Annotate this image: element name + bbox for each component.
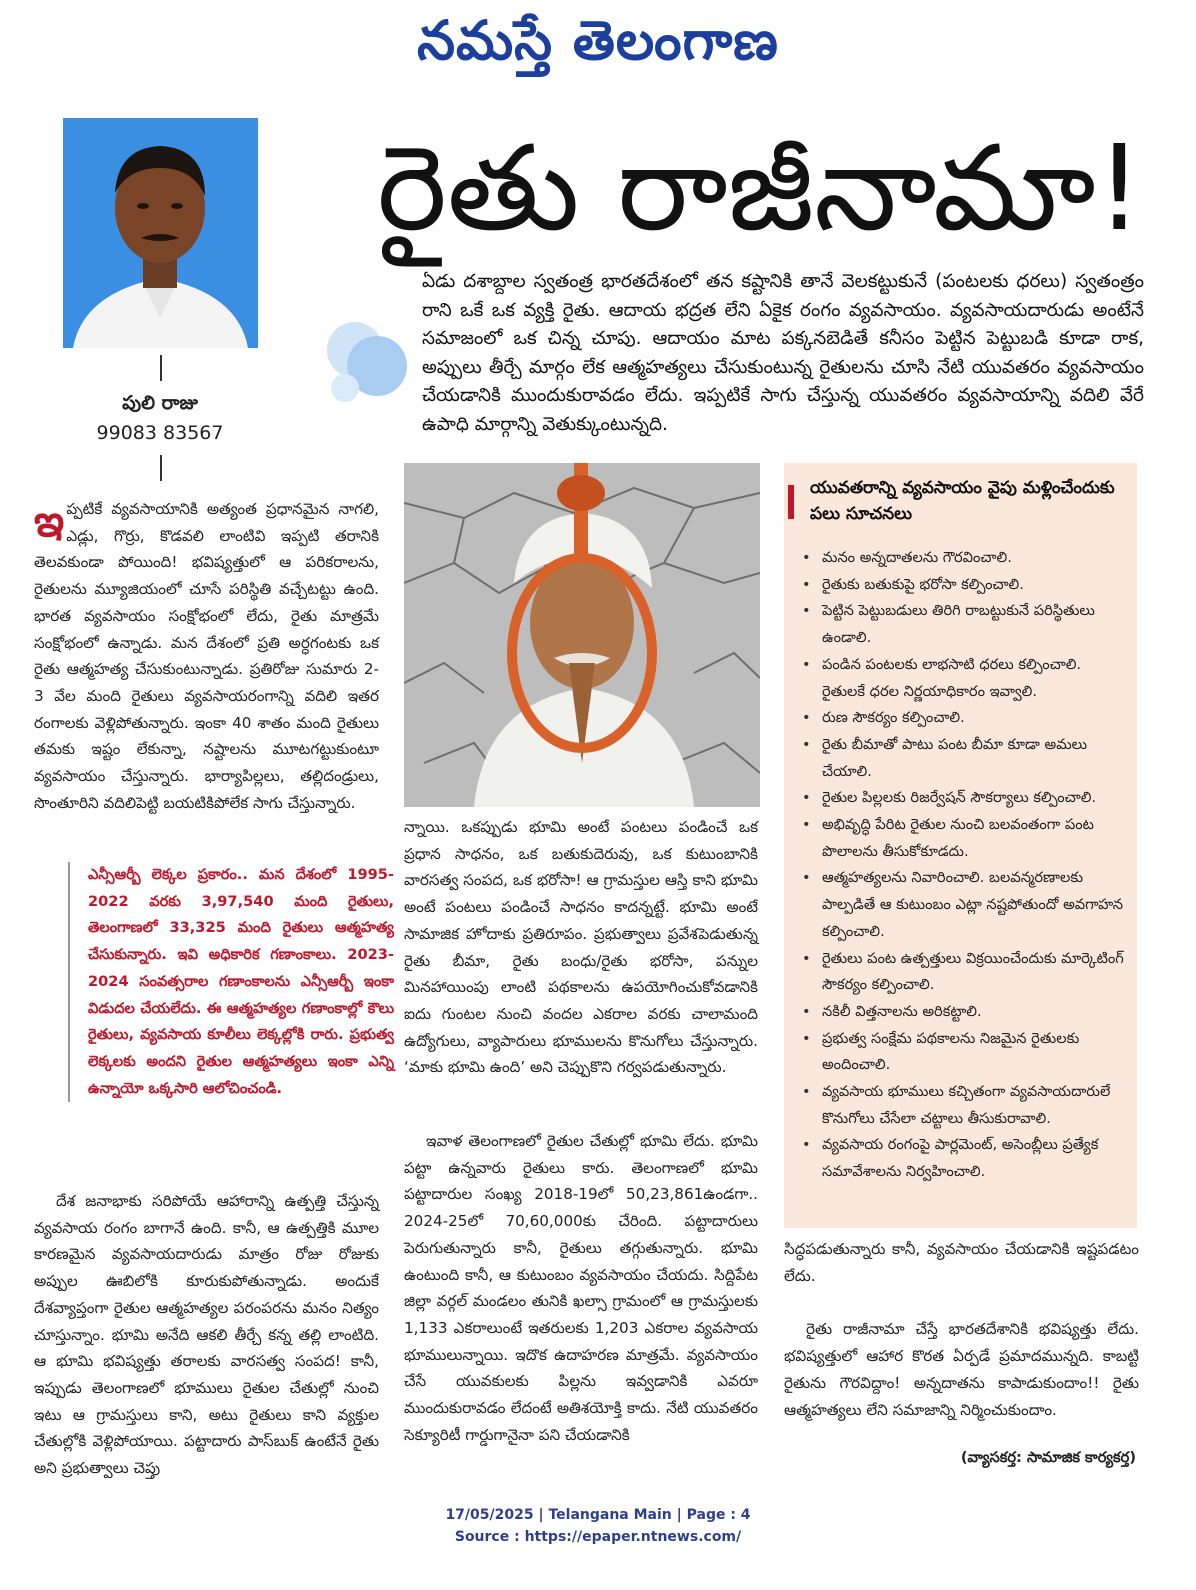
byline: (వ్యాసకర్త: సామాజిక కార్యకర్త) <box>960 1449 1136 1466</box>
list-item: • పండిన పంటలకు లాభసాటి ధరలు కల్పించాలి. రైతులకే ధరల నిర్ణయాధికారం ఇవ్వాలి. <box>798 652 1128 705</box>
paragraph-text: ఇవాళ తెలంగాణలో రైతుల చేతుల్లో భూమి లేదు. భూమి పట్టా ఉన్నవారు రైతులు కారు. తెలంగాణలో భూమి పట్టాదారుల సంఖ్య 2018-19లో 50,23,861ఉండగా.. 2024-25లో 70,60,000కు చేరింది. పట్టాదారులు పెరుగుతున్నారు కానీ, రైతులు తగ్గుతున్నారు. భూమి ఉంటుంది కానీ, ఆ కుటుంబం వ్యవసాయం చేయదు. సిద్దిపేట జిల్లా వర్గల్ మండలం తునికి ఖల్సా గ్రామంలో ఆ గ్రామస్తులకు 1,133 ఎకరాలుంటే ఇతరులకు 1,203 ఎకరాల వ్యవసాయ భూములున్నాయి. ఇదొక ఉదాహరణ మాత్రమే. వ్యవసాయం చేసే యువకులకు పిల్లను ఇవ్వడానికి ఎవరూ ముందుకురావడం లేదంటే అతిశయోక్తి కాదు. నేటి యువతరం సెక్యూరిటీ గార్డుగానైనా పని చేయడానికి <box>404 1132 758 1444</box>
column-one-paragraph-one <box>34 496 379 816</box>
decorative-bubbles-icon <box>315 310 425 420</box>
statistics-highlight: ఎన్సీఆర్బీ లెక్కల ప్రకారం.. మన దేశంలో 1995-2022 వరకు 3,97,540 మంది రైతులు, తెలంగాణలో 33,325 మంది రైతులు ఆత్మహత్య చేసుకున్నారు. ఇవి అధికారిక గణాంకాలు. 2023-2024 సంవత్సరాల గణాంకాలను ఎన్సీఆర్బీ ఇంకా విడుదల చేయలేదు. ఈ ఆత్మహత్యల గణాంకాల్లో కౌలు రైతులు, వ్యవసాయ కూలీలు లెక్కల్లోకి రారు. ప్రభుత్వ లెక్కలకు అందని రైతుల ఆత్మహత్యలు ఇంకా ఎన్ని ఉన్నాయో ఒక్కసారి ఆలోచించండి. <box>68 862 394 1102</box>
list-item: • ప్రభుత్వ సంక్షేమ పథకాలను నిజమైన రైతులకు అందించాలి. <box>798 1026 1128 1079</box>
list-item: • రుణ సౌకర్యం కల్పించాలి. <box>798 705 1128 732</box>
suggestions-list <box>798 545 1128 1186</box>
column-two-paragraph-one <box>404 814 758 1081</box>
author-name: పులి రాజు <box>122 392 198 414</box>
divider <box>160 455 162 481</box>
paragraph-text: దేశ జనాభాకు సరిపోయే ఆహారాన్ని ఉత్పత్తి చేస్తున్న వ్యవసాయ రంగం బాగానే ఉంది. కానీ, ఆ ఉత్పత్తికి మూల కారణమైన వ్యవసాయదారుడు మాత్రం రోజు రోజుకు అప్పుల ఊబిలోకి కూరుకుపోతున్నాడు. అందుకే దేశవ్యాప్తంగా రైతుల ఆత్మహత్యల పరంపరను మనం నిత్యం చూస్తున్నాం. భూమి అనేది ఆకలి తీర్చే కన్న తల్లి లాంటిది. ఆ భూమి భవిష్యత్తు తరాలకు వారసత్వ సంపద! కానీ, ఇప్పుడు తెలంగాణలో భూములు రైతుల చేతుల్లో నుంచి ఇటు ఆ గ్రామస్తులు కాని, అటు రైతులు కాని వ్యక్తుల చేతుల్లోకి వెళ్లిపోయాయి. పట్టాదారు పాస్‌బుక్ ఉంటేనే రైతు అని ప్రభుత్వాలు చెప్తు <box>34 1192 379 1478</box>
paragraph-text: సిద్ధపడుతున్నారు కానీ, వ్యవసాయం చేయడానికి ఇష్టపడటం లేదు. <box>784 1240 1139 1285</box>
list-item: • అభివృద్ధి పేరిట రైతుల నుంచి బలవంతంగా పంట పొలాలను తీసుకోకూడదు. <box>798 812 1128 865</box>
masthead-logo: నమస్తే తెలంగాణ <box>417 8 779 72</box>
paragraph-text: రైతు రాజీనామా చేస్తే భారతదేశానికి భవిష్యత్తు లేదు. భవిష్యత్తులో ఆహార కొరత ఏర్పడే ప్రమాదమున్నది. కాబట్టి రైతును గౌరవిద్దాం! అన్నదాతను కాపాడుకుందాం!! రైతు ఆత్మహత్యలు లేని సమాజాన్ని నిర్మించుకుందాం. <box>784 1320 1139 1419</box>
drop-cap: ఇ <box>34 496 65 547</box>
list-item: • వ్యవసాయ రంగంపై పార్లమెంట్, అసెంబ్లీలు ప్రత్యేక సమావేశాలను నిర్వహించాలి. <box>798 1132 1128 1185</box>
headline: రైతు రాజీనామా! <box>377 119 1143 257</box>
column-three <box>784 1236 1139 1423</box>
author-phone: 99083 83567 <box>96 422 224 444</box>
list-item: • నకిలీ విత్తనాలను అరికట్టాలి. <box>798 999 1128 1026</box>
footer-source-link[interactable]: Source : https://epaper.ntnews.com/ <box>454 1529 742 1545</box>
divider <box>160 355 162 381</box>
author-photo <box>63 118 258 348</box>
footer-date-page: 17/05/2025 | Telangana Main | Page : 4 <box>445 1507 751 1523</box>
intro-paragraph: ఏడు దశాబ్దాల స్వతంత్ర భారతదేశంలో తన కష్టానికి తానే వెలకట్టుకునే (పంటలకు ధరలు) స్వతంత్రం రాని ఒకే ఒక వ్యక్తి రైతు. ఆదాయ భద్రత లేని ఏకైక రంగం వ్యవసాయం. వ్యవసాయదారుడు అంటేనే సమాజంలో ఒక చిన్న చూపు. ఆదాయం మాట పక్కనబెడితే కనీసం పెట్టిన పెట్టుబడి కూడా రాక, అప్పులు తీర్చే మార్గం లేక ఆత్మహత్యలు చేసుకుంటున్న రైతులను చూసి నేటి యువతరం వ్యవసాయం చేయడానికి ముందుకురావడం లేదు. ఇప్పటికే సాగు చేస్తున్న యువతరం వ్యవసాయాన్ని వదిలి వేరే ఉపాధి మార్గాన్ని వెతుక్కుంటున్నది. <box>422 271 1144 435</box>
column-two-paragraph-two <box>404 1128 758 1448</box>
accent-bar <box>788 485 794 519</box>
suggestions-sidebar <box>784 463 1137 1228</box>
paragraph-text: ప్పటికే వ్యవసాయానికి అత్యంత ప్రధానమైన నాగలి, ఎడ్లు, గొర్రు, కొడవలి లాంటివి ఇప్పటి తరానికి తెలవకుండా పోయింది! భవిష్యత్తులో ఆ పరికరాలను, రైతులను మ్యూజియంలో చూసే పరిస్థితి వచ్చేటట్టు ఉంది. భారత వ్యవసాయం సంక్షోభంలో లేదు, రైతు మాత్రమే సంక్షోభంలో ఉన్నాడు. మన దేశంలో ప్రతి అర్ధగంటకు ఒక రైతు ఆత్మహత్య చేసుకుంటున్నాడు. ప్రతిరోజు సుమారు 2-3 వేల మంది రైతులు వ్యవసాయరంగాన్ని వదిలి ఇతర రంగాలకు వెళ్లిపోతున్నారు. ఇంకా 40 శాతం మంది రైతులు తమకు ఇష్టం లేకున్నా, నష్టాలను మూటగట్టుకుంటూ వ్యవసాయం చేస్తున్నారు. భార్యాపిల్లలు, తల్లిదండ్రులు, సొంతూరిని వదిలిపెట్టి బయటికిపోలేక సాగు చేస్తున్నారు. <box>34 500 379 812</box>
paragraph-text: న్నాయి. ఒకప్పుడు భూమి అంటే పంటలు పండించే ఒక ప్రధాన సాధనం, ఒక బతుకుదెరువు, ఒక కుటుంబానికి వారసత్వ సంపద, ఒక భరోసా! ఆ గ్రామస్తుల ఆస్తి కాని భూమి అంటే పంటలు పండించే సాధనం కాదన్నట్టే. భూమి అంటే సామాజిక హోదాకు ప్రతిరూపం. ప్రభుత్వాలు ప్రవేశపెడుతున్న రైతు బీమా, రైతు బంధు/రైతు భరోసా, పన్నుల మినహాయింపు లాంటి పథకాలను ఉపయోగించుకోవడానికి ఐదు గుంటల నుంచి వందల ఎకరాల వరకు చాలామంది ఉద్యోగులు, వ్యాపారులు భూములను కొనుగోలు చేస్తున్నారు. ‘మాకు భూమి ఉంది’ అని చెప్పుకొని గర్వపడుతున్నారు. <box>404 818 758 1077</box>
list-item: • రైతులు పంట ఉత్పత్తులు విక్రయించేందుకు మార్కెటింగ్ సౌకర్యం కల్పించాలి. <box>798 946 1128 999</box>
list-item: • రైతు బీమాతో పాటు పంట బీమా కూడా అమలు చేయాలి. <box>798 732 1128 785</box>
list-item: • రైతుల పిల్లలకు రిజర్వేషన్ సౌకర్యాలు కల్పించాలి. <box>798 785 1128 812</box>
list-item: • పెట్టిన పెట్టుబడులు తిరిగి రాబట్టుకునే పరిస్థితులు ఉండాలి. <box>798 598 1128 651</box>
list-item: • వ్యవసాయ భూములు కచ్చితంగా వ్యవసాయదారులే కొనుగోలు చేసేలా చట్టాలు తీసుకురావాలి. <box>798 1079 1128 1132</box>
list-item: • మనం అన్నదాతలను గౌరవించాలి. <box>798 545 1128 572</box>
list-item: • రైతుకు బతుకుపై భరోసా కల్పించాలి. <box>798 572 1128 599</box>
column-one-paragraph-two <box>34 1188 379 1482</box>
list-item: • ఆత్మహత్యలను నివారించాలి. బలవన్మరణాలకు పాల్పడితే ఆ కుటుంబం ఎట్లా నష్టపోతుందో అవగాహన కల్పించాలి. <box>798 865 1128 945</box>
main-photo <box>404 463 760 807</box>
sidebar-title: యువతరాన్ని వ్యవసాయం వైపు మళ్లించేందుకు పలు సూచనలు <box>810 478 1115 524</box>
